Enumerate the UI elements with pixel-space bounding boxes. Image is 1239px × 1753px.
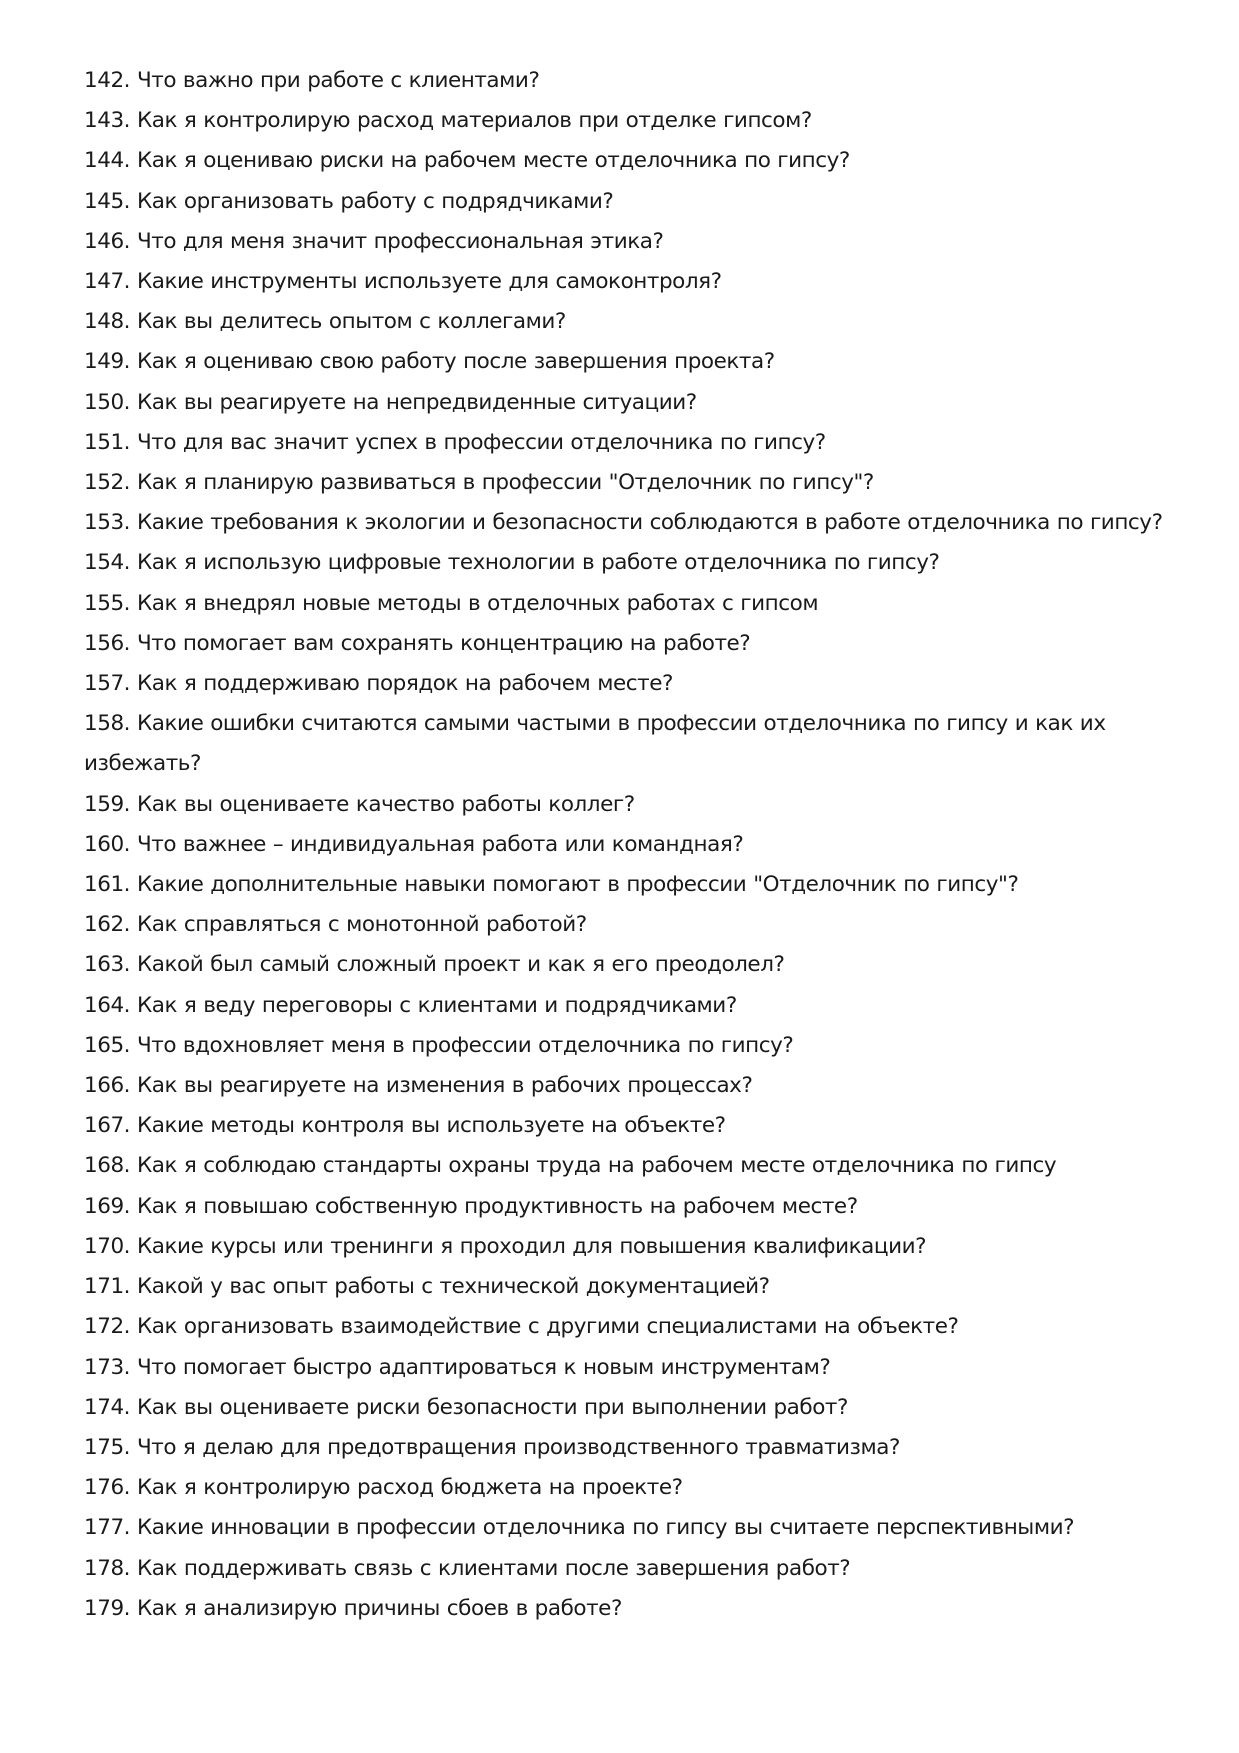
question-text: Как я внедрял новые методы в отделочных работах с гипсом — [136, 590, 819, 616]
question-item — [84, 825, 1164, 865]
question-item — [84, 101, 1164, 141]
question-number: 179. — [84, 1595, 131, 1621]
question-text: Как справляться с монотонной работой? — [136, 912, 587, 938]
question-text: Как поддерживать связь с клиентами после завершения работ? — [136, 1555, 851, 1581]
question-number: 172. — [84, 1314, 131, 1340]
question-item — [84, 61, 1164, 101]
question-item — [84, 503, 1164, 543]
question-item — [84, 1026, 1164, 1066]
question-item — [84, 1589, 1164, 1629]
question-number: 173. — [84, 1354, 131, 1380]
question-number: 176. — [84, 1475, 131, 1501]
question-text: Как я соблюдаю стандарты охраны труда на рабочем месте отделочника по гипсу — [136, 1153, 1057, 1179]
question-text: Что важно при работе с клиентами? — [136, 68, 540, 93]
question-text: Что для вас значит успех в профессии отделочника по гипсу? — [136, 429, 826, 455]
question-item — [84, 624, 1164, 664]
question-item — [84, 463, 1164, 503]
question-text: Как я повышаю собственную продуктивность на рабочем месте? — [136, 1193, 858, 1219]
question-number: 146. — [84, 228, 131, 254]
question-item — [84, 664, 1164, 704]
question-text: Какие требования к экологии и безопасности соблюдаются в работе отделочника по гипсу? — [136, 510, 1163, 536]
question-item — [84, 141, 1164, 181]
question-text: Как я использую цифровые технологии в работе отделочника по гипсу? — [136, 550, 940, 576]
question-number: 159. — [84, 791, 131, 817]
question-number: 147. — [84, 269, 131, 295]
question-text: Какие дополнительные навыки помогают в профессии "Отделочник по гипсу"? — [136, 872, 1019, 898]
question-text: Как вы реагируете на непредвиденные ситуации? — [136, 389, 697, 415]
question-number: 161. — [84, 872, 131, 898]
question-number: 154. — [84, 550, 131, 576]
question-number: 178. — [84, 1555, 131, 1581]
question-text: Какие методы контроля вы используете на объекте? — [136, 1113, 726, 1139]
question-number: 143. — [84, 108, 131, 134]
question-item — [84, 1307, 1164, 1347]
question-number: 150. — [84, 389, 131, 415]
question-number: 155. — [84, 590, 131, 616]
question-text: Как вы оцениваете риски безопасности при выполнении работ? — [136, 1394, 848, 1420]
question-number: 156. — [84, 630, 131, 656]
question-text: Как вы реагируете на изменения в рабочих процессах? — [136, 1073, 753, 1099]
question-number: 164. — [84, 992, 131, 1018]
question-text: Как я поддерживаю порядок на рабочем месте? — [136, 671, 673, 697]
question-text: Какой был самый сложный проект и как я его преодолел? — [136, 952, 785, 978]
question-item — [84, 1468, 1164, 1508]
question-item — [84, 1388, 1164, 1428]
question-item — [84, 342, 1164, 382]
question-text: Что важнее – индивидуальная работа или командная? — [136, 831, 744, 857]
question-number: 151. — [84, 429, 131, 455]
question-text: Как вы оцениваете качество работы коллег? — [136, 791, 635, 817]
question-text: Что помогает быстро адаптироваться к новым инструментам? — [136, 1354, 831, 1380]
question-text: Какие инструменты используете для самоконтроля? — [136, 269, 722, 295]
question-number: 174. — [84, 1394, 131, 1420]
question-number: 144. — [84, 148, 131, 174]
question-number: 148. — [84, 309, 131, 335]
question-text: Как я оцениваю свою работу после завершения проекта? — [136, 349, 775, 375]
question-item — [84, 1508, 1164, 1548]
question-text: Какие ошибки считаются самыми частыми в профессии отделочника по гипсу и как их избежать? — [84, 711, 1106, 777]
question-item — [84, 584, 1164, 624]
question-number: 149. — [84, 349, 131, 375]
question-item — [84, 945, 1164, 985]
question-item — [84, 262, 1164, 302]
question-item — [84, 1348, 1164, 1388]
question-number: 158. — [84, 711, 131, 737]
question-item — [84, 182, 1164, 222]
question-text: Какой у вас опыт работы с технической документацией? — [136, 1274, 770, 1300]
question-item — [84, 1066, 1164, 1106]
question-item — [84, 865, 1164, 905]
question-item — [84, 423, 1164, 463]
question-item — [84, 785, 1164, 825]
question-item — [84, 222, 1164, 262]
question-number: 157. — [84, 671, 131, 697]
question-item — [84, 383, 1164, 423]
question-item — [84, 704, 1164, 784]
question-number: 152. — [84, 470, 131, 496]
question-text: Как я планирую развиваться в профессии "Отделочник по гипсу"? — [136, 470, 874, 496]
question-text: Что для меня значит профессиональная этика? — [136, 228, 664, 254]
question-number: 142. — [84, 68, 131, 93]
question-number: 167. — [84, 1113, 131, 1139]
question-text: Что помогает вам сохранять концентрацию на работе? — [136, 630, 751, 656]
question-number: 166. — [84, 1073, 131, 1099]
question-number: 168. — [84, 1153, 131, 1179]
question-text: Что я делаю для предотвращения производственного травматизма? — [136, 1434, 900, 1460]
question-item — [84, 1227, 1164, 1267]
question-number: 169. — [84, 1193, 131, 1219]
question-number: 162. — [84, 912, 131, 938]
question-number: 175. — [84, 1434, 131, 1460]
question-text: Как я контролирую расход бюджета на проекте? — [136, 1475, 683, 1501]
question-number: 163. — [84, 952, 131, 978]
question-text: Как организовать работу с подрядчиками? — [136, 188, 614, 214]
question-text: Какие инновации в профессии отделочника по гипсу вы считаете перспективными? — [136, 1515, 1075, 1541]
question-text: Что вдохновляет меня в профессии отделочника по гипсу? — [136, 1032, 794, 1058]
question-number: 170. — [84, 1233, 131, 1259]
question-item — [84, 1267, 1164, 1307]
question-number: 160. — [84, 831, 131, 857]
question-number: 145. — [84, 188, 131, 214]
question-item — [84, 1146, 1164, 1186]
question-number: 171. — [84, 1274, 131, 1300]
question-item — [84, 1187, 1164, 1227]
question-item — [84, 1428, 1164, 1468]
question-text: Как организовать взаимодействие с другими специалистами на объекте? — [136, 1314, 959, 1340]
question-text: Как я анализирую причины сбоев в работе? — [136, 1595, 622, 1621]
question-number: 177. — [84, 1515, 131, 1541]
question-number: 165. — [84, 1032, 131, 1058]
question-text: Как вы делитесь опытом с коллегами? — [136, 309, 566, 335]
question-item — [84, 1549, 1164, 1589]
question-text: Как я оцениваю риски на рабочем месте отделочника по гипсу? — [136, 148, 850, 174]
question-text: Какие курсы или тренинги я проходил для повышения квалификации? — [136, 1233, 927, 1259]
question-item — [84, 905, 1164, 945]
question-number: 153. — [84, 510, 131, 536]
question-text: Как я веду переговоры с клиентами и подрядчиками? — [136, 992, 737, 1018]
question-item — [84, 302, 1164, 342]
question-item — [84, 543, 1164, 583]
question-item — [84, 986, 1164, 1026]
question-text: Как я контролирую расход материалов при отделке гипсом? — [136, 108, 812, 134]
question-item — [84, 1106, 1164, 1146]
question-list — [84, 61, 1164, 1629]
